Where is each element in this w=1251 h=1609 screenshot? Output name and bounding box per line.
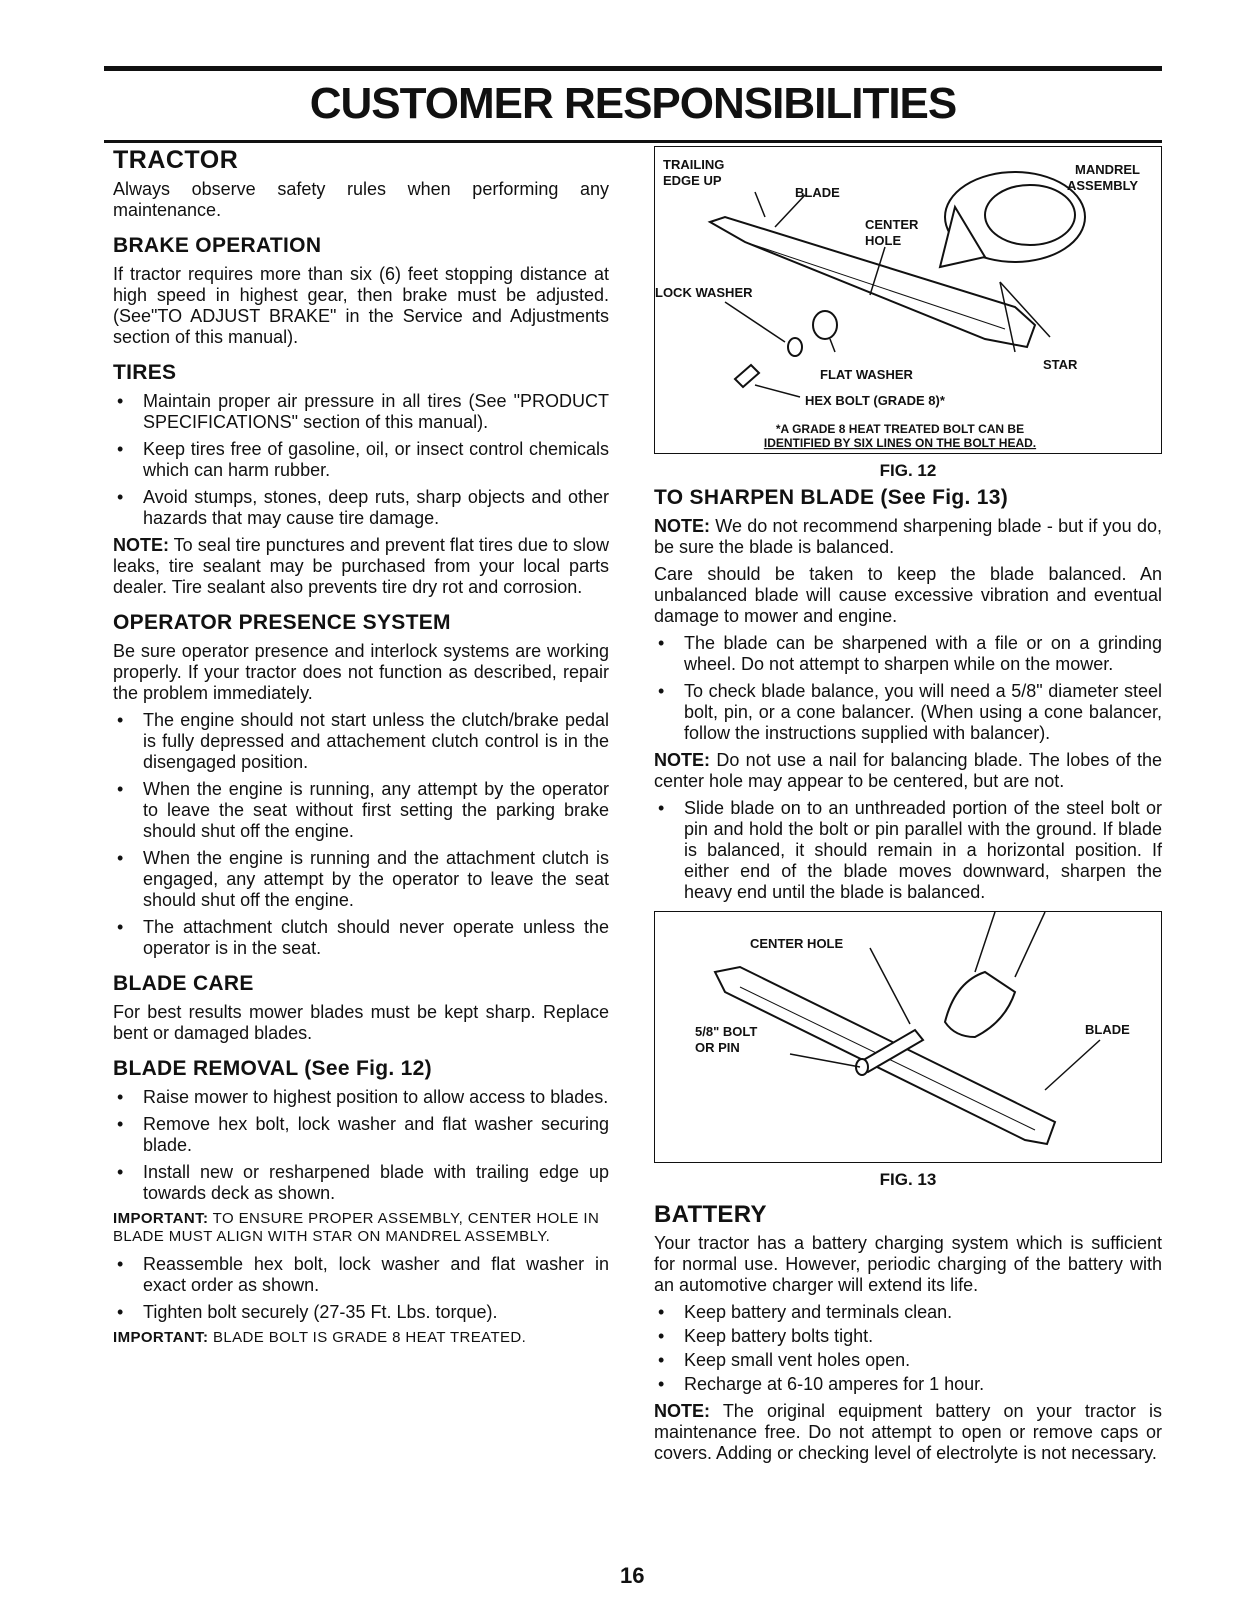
sharpen-list [654, 633, 1162, 744]
tires-list [113, 391, 609, 529]
sharpen-note-2 [654, 750, 1162, 792]
list-item: • The attachment clutch should never operate unless the operator is in the seat. [113, 917, 609, 959]
brake-heading: BRAKE OPERATION [113, 234, 322, 257]
sharpen-note [654, 516, 1162, 558]
top-rule [104, 66, 1162, 71]
list-item: • Avoid stumps, stones, deep ruts, sharp objects and other hazards that may cause tire damage. [113, 487, 609, 529]
list-item: • Reassemble hex bolt, lock washer and flat washer in exact order as shown. [113, 1254, 609, 1296]
list-item: • Tighten bolt securely (27-35 Ft. Lbs. torque). [113, 1302, 609, 1323]
list-item: • To check blade balance, you will need a 5/8" diameter steel bolt, pin, or a cone balancer. (When using a cone balancer, follow the instructions supplied with balancer). [654, 681, 1162, 744]
blade-care-heading: BLADE CARE [113, 972, 254, 995]
label-or-pin: OR PIN [695, 1040, 740, 1055]
list-item: • Keep battery and terminals clean. [654, 1302, 1162, 1323]
label-edge-up: EDGE UP [663, 173, 722, 188]
label-blade: BLADE [795, 185, 840, 200]
list-item: • When the engine is running, any attempt by the operator to leave the seat without first setting the parking brake should shut off the engine. [113, 779, 609, 842]
label-mandrel: MANDREL [1075, 162, 1140, 177]
blade-removal-list [113, 1087, 609, 1204]
tractor-heading: TRACTOR [113, 146, 239, 174]
blade-removal-list-2 [113, 1254, 609, 1323]
left-column [113, 146, 609, 1355]
important-text: BLADE BOLT IS GRADE 8 HEAT TREATED. [208, 1329, 527, 1346]
bolt-note-line2: IDENTIFIED BY SIX LINES ON THE BOLT HEAD. [763, 436, 1037, 450]
fig12-caption: FIG. 12 [879, 461, 937, 480]
ops-text: Be sure operator presence and interlock systems are working properly. If your tractor does not function as described, repair the problem immediately. [113, 641, 609, 703]
blade-care-text: For best results mower blades must be kept sharp. Replace bent or damaged blades. [113, 1002, 609, 1043]
sharpen-heading: TO SHARPEN BLADE (See Fig. 13) [654, 486, 1009, 509]
label-hex-bolt: HEX BOLT (GRADE 8)* [805, 393, 945, 408]
list-item: • When the engine is running and the attachment clutch is engaged, any attempt by the operator to leave the seat should shut off the engine. [113, 848, 609, 911]
note-label: NOTE: [654, 750, 710, 770]
brake-text: If tractor requires more than six (6) feet stopping distance at high speed in highest gear, then brake must be adjusted. (See"TO ADJUST BRAKE" in the Service and Adjustments section of this manual). [113, 264, 609, 347]
label-assembly: ASSEMBLY [1067, 178, 1139, 193]
list-item: • Keep battery bolts tight. [654, 1326, 1162, 1347]
label-flat-washer: FLAT WASHER [820, 367, 913, 382]
note-label: NOTE: [654, 1401, 710, 1421]
blade-removal-heading: BLADE REMOVAL (See Fig. 12) [113, 1057, 432, 1080]
figure-12 [654, 146, 1162, 454]
important-text: TO ENSURE PROPER ASSEMBLY, CENTER HOLE IN BLADE MUST ALIGN WITH STAR ON MANDREL ASSEMBLY. [113, 1210, 600, 1245]
note-label: NOTE: [654, 516, 710, 536]
page-title: CUSTOMER RESPONSIBILITIES [309, 79, 957, 128]
blade-assembly-diagram [655, 147, 1145, 453]
tires-heading: TIRES [113, 361, 177, 384]
important-label: IMPORTANT: [113, 1210, 209, 1227]
note-text: The original equipment battery on your tractor is maintenance free. Do not attempt to open or remove caps or covers. Adding or checking level of electrolyte is not necessary. [654, 1401, 1162, 1463]
sharpen-text: Care should be taken to keep the blade balanced. An unbalanced blade will cause excessive vibration and eventual damage to mower and engine. [654, 564, 1162, 626]
fig13-caption: FIG. 13 [879, 1170, 937, 1189]
sharpen-list-2 [654, 798, 1162, 903]
list-item: • Slide blade on to an unthreaded portion of the steel bolt or pin and hold the bolt or pin parallel with the ground. If blade is balanced, it should remain in a horizontal position. If either end of the blade moves downward, sharpen the heavy end until the blade is balanced. [654, 798, 1162, 903]
note-text: To seal tire punctures and prevent flat tires due to slow leaks, tire sealant may be purchased from your local parts dealer. Tire sealant also prevents tire dry rot and corrosion. [113, 535, 609, 597]
list-item: • Keep small vent holes open. [654, 1350, 1162, 1371]
important-assembly [113, 1210, 609, 1246]
battery-note [654, 1401, 1162, 1464]
list-item: • Maintain proper air pressure in all tires (See "PRODUCT SPECIFICATIONS" section of this manual). [113, 391, 609, 433]
title-rule [104, 140, 1162, 143]
label-trailing: TRAILING [663, 157, 725, 172]
list-item: • The engine should not start unless the clutch/brake pedal is fully depressed and attachement clutch control is in the disengaged position. [113, 710, 609, 773]
figure-13 [654, 911, 1162, 1163]
important-label: IMPORTANT: [113, 1329, 209, 1346]
list-item: • Remove hex bolt, lock washer and flat washer securing blade. [113, 1114, 609, 1156]
list-item: • Raise mower to highest position to allow access to blades. [113, 1087, 609, 1108]
list-item: • Keep tires free of gasoline, oil, or insect control chemicals which can harm rubber. [113, 439, 609, 481]
label-blade: BLADE [1085, 1022, 1130, 1037]
note-text: We do not recommend sharpening blade - but if you do, be sure the blade is balanced. [654, 516, 1162, 557]
blade-balance-diagram [655, 912, 1145, 1162]
label-lock-washer: LOCK WASHER [655, 285, 753, 300]
ops-list [113, 710, 609, 959]
important-bolt [113, 1329, 609, 1347]
bolt-note-line1: *A GRADE 8 HEAT TREATED BOLT CAN BE [775, 422, 1025, 436]
ops-heading: OPERATOR PRESENCE SYSTEM [113, 611, 451, 634]
note-text: Do not use a nail for balancing blade. The lobes of the center hole may appear to be centered, but are not. [654, 750, 1162, 791]
battery-heading: BATTERY [654, 1201, 767, 1228]
right-column [654, 146, 1162, 1470]
label-star: STAR [1043, 357, 1078, 372]
list-item: • Install new or resharpened blade with trailing edge up towards deck as shown. [113, 1162, 609, 1204]
list-item: • The blade can be sharpened with a file or on a grinding wheel. Do not attempt to sharpen while on the mower. [654, 633, 1162, 675]
label-hole: HOLE [865, 233, 902, 248]
label-bolt: 5/8" BOLT [695, 1024, 758, 1039]
battery-text: Your tractor has a battery charging system which is sufficient for normal use. However, periodic charging of the battery with an automotive charger will extend its life. [654, 1233, 1162, 1295]
note-label: NOTE: [113, 535, 169, 555]
list-item: • Recharge at 6-10 amperes for 1 hour. [654, 1374, 1162, 1395]
label-center: CENTER [865, 217, 919, 232]
page-number: 16 [620, 1563, 645, 1588]
tractor-text: Always observe safety rules when performing any maintenance. [113, 179, 609, 220]
tires-note [113, 535, 609, 598]
label-center-hole: CENTER HOLE [750, 936, 844, 951]
battery-list [654, 1302, 1162, 1395]
